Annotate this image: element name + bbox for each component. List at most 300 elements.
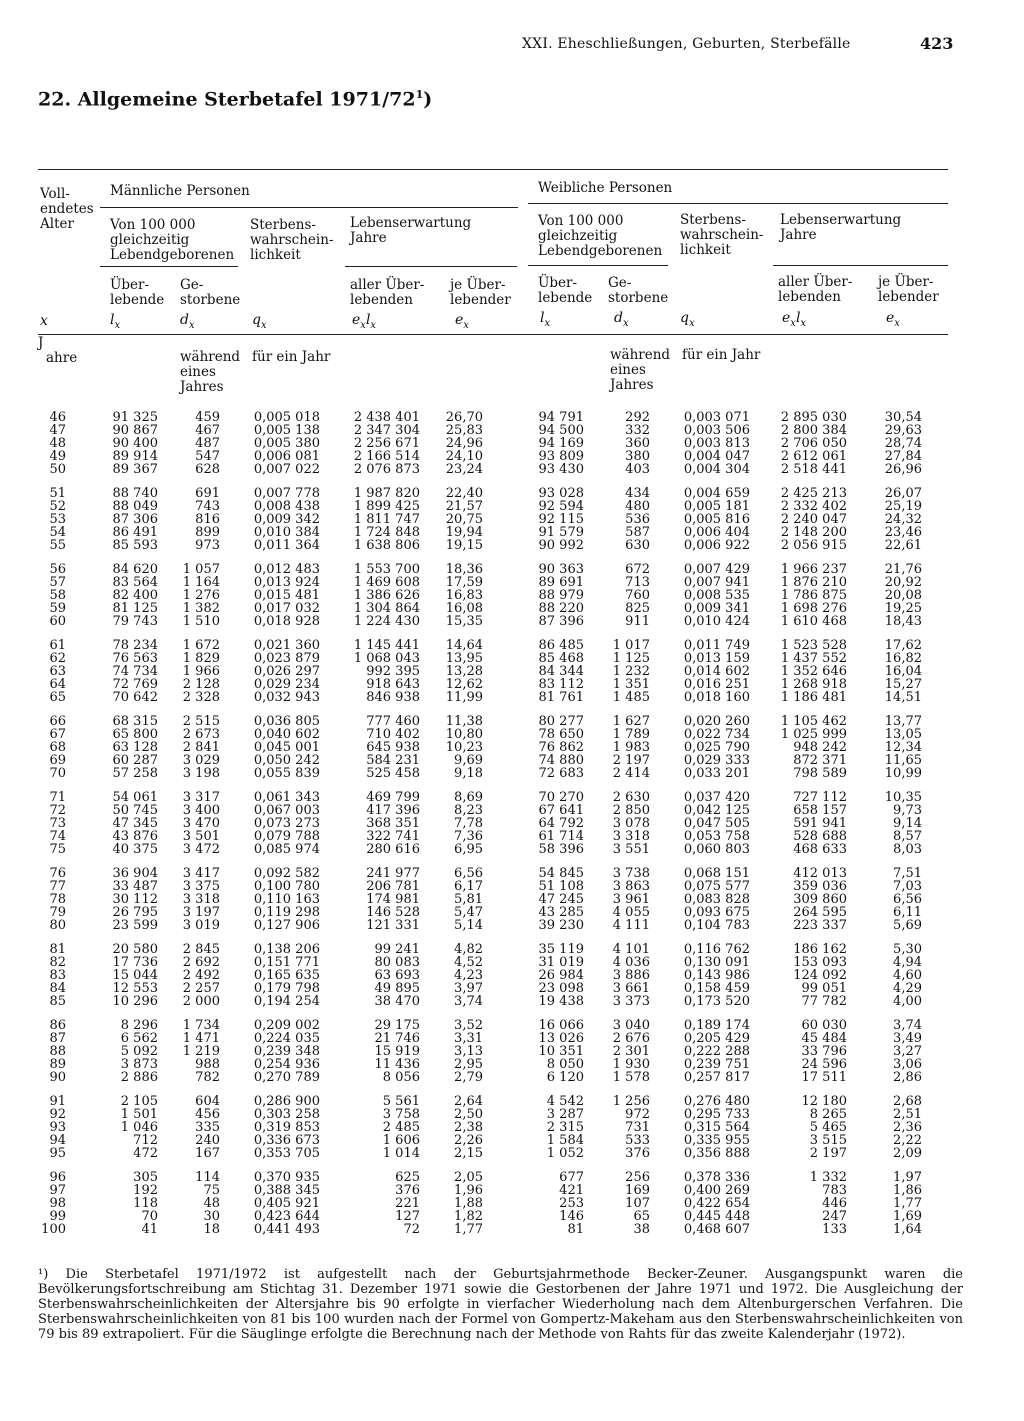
- cell-female-total-years: 658 157: [793, 803, 847, 818]
- cell-female-total-years: 948 242: [793, 740, 847, 755]
- cell-female-death-prob: 0,018 160: [683, 690, 750, 705]
- cell-female-death-prob: 0,005 816: [683, 512, 750, 527]
- cell-male-total-years: 645 938: [366, 740, 420, 755]
- cell-age: 63: [49, 664, 66, 679]
- cell-female-deceased: 3 551: [612, 842, 650, 857]
- cell-female-total-years: 133: [822, 1222, 847, 1237]
- cell-female-total-years: 872 371: [793, 753, 847, 768]
- cell-male-survivors: 472: [133, 1146, 158, 1161]
- cell-male-life-exp: 1,88: [454, 1196, 483, 1211]
- cell-male-total-years: 280 616: [366, 842, 420, 857]
- cell-female-deceased: 2 850: [612, 803, 650, 818]
- cell-female-life-exp: 4,29: [893, 981, 922, 996]
- cell-female-total-years: 3 515: [809, 1133, 847, 1148]
- cell-male-deceased: 743: [195, 499, 220, 514]
- female-lifeexp-rule: [773, 265, 948, 266]
- cell-female-survivors: 84 344: [538, 664, 584, 679]
- cell-male-death-prob: 0,110 163: [253, 892, 320, 907]
- cell-male-death-prob: 0,055 839: [253, 766, 320, 781]
- symbol-x: x: [40, 313, 48, 329]
- cell-male-life-exp: 19,15: [445, 538, 483, 553]
- cell-female-total-years: 1 332: [809, 1170, 847, 1185]
- cell-male-total-years: 2 347 304: [353, 423, 420, 438]
- cell-male-deceased: 30: [203, 1209, 220, 1224]
- male-deathprob-line2: wahrschein-: [250, 232, 334, 248]
- cell-age: 87: [49, 1031, 66, 1046]
- cell-male-death-prob: 0,441 493: [253, 1222, 320, 1237]
- cell-age: 98: [49, 1196, 66, 1211]
- cell-male-survivors: 90 400: [112, 436, 158, 451]
- cell-age: 54: [49, 525, 66, 540]
- cell-female-death-prob: 0,009 341: [683, 601, 750, 616]
- cell-female-life-exp: 3,06: [893, 1057, 922, 1072]
- male-from100000-header: [110, 218, 234, 263]
- cell-female-total-years: 223 337: [793, 918, 847, 933]
- cell-female-survivors: 93 028: [538, 486, 584, 501]
- cell-male-deceased: 1 382: [182, 601, 220, 616]
- cell-male-death-prob: 0,023 879: [253, 651, 320, 666]
- age-header-line3: Alter: [40, 216, 74, 232]
- cell-male-survivors: 86 491: [112, 525, 158, 540]
- symbol-lx-female: [540, 310, 550, 329]
- cell-female-survivors: 26 984: [538, 968, 584, 983]
- cell-male-deceased: 2 673: [182, 727, 220, 742]
- cell-female-survivors: 677: [559, 1170, 584, 1185]
- cell-female-death-prob: 0,003 506: [683, 423, 750, 438]
- cell-male-death-prob: 0,179 798: [253, 981, 320, 996]
- cell-male-death-prob: 0,017 032: [253, 601, 320, 616]
- cell-female-deceased: 1 789: [612, 727, 650, 742]
- cell-female-death-prob: 0,068 151: [683, 866, 750, 881]
- cell-male-survivors: 91 325: [112, 410, 158, 425]
- cell-female-life-exp: 4,94: [893, 955, 922, 970]
- male-during-year: [180, 350, 240, 395]
- cell-male-total-years: 1 724 848: [353, 525, 420, 540]
- cell-female-total-years: 1 698 276: [780, 601, 847, 616]
- cell-age: 62: [49, 651, 66, 666]
- cell-male-deceased: 456: [195, 1107, 220, 1122]
- cell-male-survivors: 68 315: [112, 714, 158, 729]
- cell-female-survivors: 88 979: [538, 588, 584, 603]
- cell-female-survivors: 90 992: [538, 538, 584, 553]
- cell-male-survivors: 72 769: [112, 677, 158, 692]
- cell-male-total-years: 417 396: [366, 803, 420, 818]
- cell-male-death-prob: 0,388 345: [253, 1183, 320, 1198]
- cell-female-total-years: 412 013: [793, 866, 847, 881]
- cell-female-deceased: 713: [625, 575, 650, 590]
- cell-age: 86: [49, 1018, 66, 1033]
- female-survivors-line1: Über-: [538, 275, 578, 291]
- cell-female-life-exp: 20,92: [884, 575, 922, 590]
- cell-male-life-exp: 3,74: [454, 994, 483, 1009]
- cell-male-total-years: 1 638 806: [353, 538, 420, 553]
- cell-male-total-years: 2 485: [382, 1120, 420, 1135]
- cell-age: 76: [49, 866, 66, 881]
- cell-female-total-years: 2 425 213: [780, 486, 847, 501]
- cell-male-survivors: 1 046: [120, 1120, 158, 1135]
- male-group-rule: [100, 207, 518, 208]
- cell-male-deceased: 2 841: [182, 740, 220, 755]
- cell-male-total-years: 11 436: [374, 1057, 420, 1072]
- cell-female-survivors: 3 287: [546, 1107, 584, 1122]
- cell-male-total-years: 5 561: [382, 1094, 420, 1109]
- symbol-qx-female-sub: x: [688, 317, 695, 329]
- cell-male-deceased: 114: [195, 1170, 220, 1185]
- symbol-qx-male-sub: x: [260, 319, 267, 331]
- cell-female-survivors: 87 396: [538, 614, 584, 629]
- symbol-qx-female: [680, 310, 695, 329]
- cell-male-death-prob: 0,029 234: [253, 677, 320, 692]
- cell-male-life-exp: 3,13: [454, 1044, 483, 1059]
- cell-male-total-years: 1 811 747: [353, 512, 420, 527]
- unit-years: [38, 336, 77, 366]
- cell-female-life-exp: 21,76: [884, 562, 922, 577]
- cell-female-death-prob: 0,007 941: [683, 575, 750, 590]
- cell-female-death-prob: 0,004 047: [683, 449, 750, 464]
- cell-male-deceased: 1 672: [182, 638, 220, 653]
- cell-male-life-exp: 3,31: [454, 1031, 483, 1046]
- cell-female-deceased: 1 930: [612, 1057, 650, 1072]
- cell-male-total-years: 918 643: [366, 677, 420, 692]
- cell-female-total-years: 1 186 481: [780, 690, 847, 705]
- cell-age: 66: [49, 714, 66, 729]
- cell-male-survivors: 70 642: [112, 690, 158, 705]
- cell-male-death-prob: 0,073 273: [253, 816, 320, 831]
- cell-male-life-exp: 2,15: [454, 1146, 483, 1161]
- cell-female-deceased: 911: [625, 614, 650, 629]
- cell-male-life-exp: 4,52: [454, 955, 483, 970]
- cell-male-death-prob: 0,270 789: [253, 1070, 320, 1085]
- cell-female-survivors: 88 220: [538, 601, 584, 616]
- cell-female-death-prob: 0,037 420: [683, 790, 750, 805]
- cell-female-deceased: 1 017: [612, 638, 650, 653]
- cell-female-survivors: 31 019: [538, 955, 584, 970]
- cell-male-deceased: 2 845: [182, 942, 220, 957]
- cell-female-survivors: 94 500: [538, 423, 584, 438]
- cell-male-life-exp: 5,14: [454, 918, 483, 933]
- cell-female-death-prob: 0,400 269: [683, 1183, 750, 1198]
- cell-male-deceased: 3 375: [182, 879, 220, 894]
- cell-female-death-prob: 0,445 448: [683, 1209, 750, 1224]
- cell-male-total-years: 3 758: [382, 1107, 420, 1122]
- cell-male-total-years: 63 693: [374, 968, 420, 983]
- female-persurvivor-line1: je Über-: [878, 274, 934, 290]
- cell-female-survivors: 1 584: [546, 1133, 584, 1148]
- cell-female-total-years: 1 876 210: [780, 575, 847, 590]
- cell-female-life-exp: 13,05: [884, 727, 922, 742]
- cell-male-life-exp: 25,83: [445, 423, 483, 438]
- cell-age: 67: [49, 727, 66, 742]
- cell-female-total-years: 186 162: [793, 942, 847, 957]
- cell-female-total-years: 309 860: [793, 892, 847, 907]
- female-during-year-line1: während: [610, 347, 671, 363]
- symbol-qx-male: [252, 312, 267, 331]
- cell-female-total-years: 2 518 441: [780, 462, 847, 477]
- cell-male-survivors: 2 886: [120, 1070, 158, 1085]
- symbol-lx-male: [110, 312, 120, 331]
- cell-female-death-prob: 0,075 577: [683, 879, 750, 894]
- cell-female-deceased: 760: [625, 588, 650, 603]
- cell-female-deceased: 1 256: [612, 1094, 650, 1109]
- cell-age: 97: [49, 1183, 66, 1198]
- cell-male-total-years: 1 304 864: [353, 601, 420, 616]
- cell-age: 74: [49, 829, 66, 844]
- cell-female-life-exp: 26,96: [884, 462, 922, 477]
- cell-female-survivors: 74 880: [538, 753, 584, 768]
- female-survivors-line2: lebende: [538, 290, 593, 306]
- cell-male-deceased: 2 692: [182, 955, 220, 970]
- cell-female-survivors: 89 691: [538, 575, 584, 590]
- cell-male-survivors: 79 743: [112, 614, 158, 629]
- cell-female-survivors: 8 050: [546, 1057, 584, 1072]
- cell-male-death-prob: 0,423 644: [253, 1209, 320, 1224]
- cell-male-deceased: 487: [195, 436, 220, 451]
- cell-male-survivors: 15 044: [112, 968, 158, 983]
- cell-male-life-exp: 6,17: [454, 879, 483, 894]
- cell-female-survivors: 90 363: [538, 562, 584, 577]
- cell-female-total-years: 2 148 200: [780, 525, 847, 540]
- cell-male-total-years: 15 919: [374, 1044, 420, 1059]
- male-from100000-rule: [100, 266, 238, 267]
- cell-female-survivors: 91 579: [538, 525, 584, 540]
- cell-female-survivors: 81: [567, 1222, 584, 1237]
- male-survivors-header: [110, 278, 164, 308]
- cell-female-life-exp: 5,30: [893, 942, 922, 957]
- female-from100000-header: [538, 214, 662, 259]
- cell-male-life-exp: 10,23: [445, 740, 483, 755]
- symbol-ex-female-sub: x: [894, 317, 900, 329]
- cell-female-survivors: 94 791: [538, 410, 584, 425]
- cell-female-life-exp: 1,77: [893, 1196, 922, 1211]
- cell-male-survivors: 60 287: [112, 753, 158, 768]
- cell-male-total-years: 2 166 514: [353, 449, 420, 464]
- cell-male-life-exp: 23,24: [445, 462, 483, 477]
- cell-male-survivors: 47 345: [112, 816, 158, 831]
- cell-male-total-years: 8 056: [382, 1070, 420, 1085]
- cell-male-survivors: 26 795: [112, 905, 158, 920]
- cell-male-total-years: 49 895: [374, 981, 420, 996]
- cell-female-life-exp: 19,25: [884, 601, 922, 616]
- cell-female-death-prob: 0,468 607: [683, 1222, 750, 1237]
- cell-female-survivors: 93 430: [538, 462, 584, 477]
- cell-male-death-prob: 0,286 900: [253, 1094, 320, 1109]
- cell-male-survivors: 33 487: [112, 879, 158, 894]
- cell-age: 78: [49, 892, 66, 907]
- cell-female-deceased: 672: [625, 562, 650, 577]
- female-deathprob-line3: lichkeit: [680, 242, 731, 258]
- cell-male-life-exp: 2,50: [454, 1107, 483, 1122]
- female-group-header: Weibliche Personen: [538, 180, 673, 196]
- cell-female-total-years: 2 197: [809, 1146, 847, 1161]
- cell-male-survivors: 17 736: [112, 955, 158, 970]
- cell-male-survivors: 74 734: [112, 664, 158, 679]
- cell-female-life-exp: 14,51: [884, 690, 922, 705]
- cell-female-death-prob: 0,116 762: [683, 942, 750, 957]
- cell-female-total-years: 359 036: [793, 879, 847, 894]
- cell-male-deceased: 604: [195, 1094, 220, 1109]
- cell-female-life-exp: 28,74: [884, 436, 922, 451]
- cell-female-life-exp: 22,61: [884, 538, 922, 553]
- cell-male-deceased: 3 400: [182, 803, 220, 818]
- cell-male-deceased: 1 829: [182, 651, 220, 666]
- cell-male-deceased: 988: [195, 1057, 220, 1072]
- cell-female-total-years: 1 268 918: [780, 677, 847, 692]
- cell-age: 59: [49, 601, 66, 616]
- cell-male-life-exp: 16,08: [445, 601, 483, 616]
- cell-male-life-exp: 24,96: [445, 436, 483, 451]
- male-deathprob-line1: Sterbens-: [250, 217, 316, 233]
- cell-age: 70: [49, 766, 66, 781]
- cell-male-survivors: 192: [133, 1183, 158, 1198]
- cell-female-total-years: 727 112: [793, 790, 847, 805]
- symbol-lx-female-sub: x: [544, 317, 551, 329]
- symbol-dx-male: [180, 312, 195, 331]
- cell-male-deceased: 1 510: [182, 614, 220, 629]
- cell-female-total-years: 45 484: [801, 1031, 847, 1046]
- cell-age: 75: [49, 842, 66, 857]
- cell-male-life-exp: 17,59: [445, 575, 483, 590]
- title-suffix: ): [423, 88, 433, 111]
- cell-male-life-exp: 18,36: [445, 562, 483, 577]
- cell-age: 49: [49, 449, 66, 464]
- cell-female-total-years: 1 610 468: [780, 614, 847, 629]
- cell-male-survivors: 118: [133, 1196, 158, 1211]
- cell-male-survivors: 89 367: [112, 462, 158, 477]
- cell-female-total-years: 1 786 875: [780, 588, 847, 603]
- female-lifeexp-header: [780, 213, 901, 243]
- cell-male-death-prob: 0,040 602: [253, 727, 320, 742]
- cell-female-life-exp: 25,19: [884, 499, 922, 514]
- cell-female-life-exp: 3,74: [893, 1018, 922, 1033]
- cell-female-total-years: 1 105 462: [780, 714, 847, 729]
- female-survivors-header: [538, 276, 592, 306]
- cell-female-life-exp: 2,68: [893, 1094, 922, 1109]
- cell-male-life-exp: 1,96: [454, 1183, 483, 1198]
- cell-female-deceased: 332: [625, 423, 650, 438]
- male-allsurvivors-line2: lebenden: [350, 292, 413, 308]
- cell-male-death-prob: 0,045 001: [253, 740, 320, 755]
- cell-female-death-prob: 0,060 803: [683, 842, 750, 857]
- table-row: [0, 1147, 1024, 1160]
- cell-male-death-prob: 0,085 974: [253, 842, 320, 857]
- cell-female-deceased: 1 125: [612, 651, 650, 666]
- table-title: [38, 88, 432, 110]
- symbol-dx-female: [614, 310, 629, 329]
- cell-male-total-years: 1 553 700: [353, 562, 420, 577]
- cell-female-life-exp: 2,51: [893, 1107, 922, 1122]
- cell-age: 100: [41, 1222, 66, 1237]
- cell-female-death-prob: 0,083 828: [683, 892, 750, 907]
- cell-female-death-prob: 0,029 333: [683, 753, 750, 768]
- cell-male-deceased: 2 000: [182, 994, 220, 1009]
- table-row: [0, 1071, 1024, 1084]
- cell-age: 55: [49, 538, 66, 553]
- cell-male-life-exp: 15,35: [445, 614, 483, 629]
- cell-female-deceased: 2 197: [612, 753, 650, 768]
- cell-female-survivors: 19 438: [538, 994, 584, 1009]
- cell-female-survivors: 146: [559, 1209, 584, 1224]
- cell-age: 68: [49, 740, 66, 755]
- cell-male-total-years: 206 781: [366, 879, 420, 894]
- cell-female-life-exp: 20,08: [884, 588, 922, 603]
- female-lifeexp-line2: Jahre: [780, 227, 817, 243]
- female-deathprob-line2: wahrschein-: [680, 227, 764, 243]
- male-allsurvivors-header: [350, 278, 424, 308]
- cell-female-deceased: 731: [625, 1120, 650, 1135]
- cell-male-survivors: 1 501: [120, 1107, 158, 1122]
- cell-female-deceased: 4 055: [612, 905, 650, 920]
- cell-age: 47: [49, 423, 66, 438]
- cell-male-total-years: 38 470: [374, 994, 420, 1009]
- cell-female-deceased: 1 351: [612, 677, 650, 692]
- cell-age: 46: [49, 410, 66, 425]
- cell-male-survivors: 76 563: [112, 651, 158, 666]
- cell-female-life-exp: 15,27: [884, 677, 922, 692]
- cell-female-life-exp: 1,86: [893, 1183, 922, 1198]
- male-from100000-line1: Von 100 000: [110, 217, 196, 233]
- cell-age: 99: [49, 1209, 66, 1224]
- cell-male-deceased: 2 128: [182, 677, 220, 692]
- cell-female-total-years: 2 332 402: [780, 499, 847, 514]
- cell-male-survivors: 6 562: [120, 1031, 158, 1046]
- cell-male-life-exp: 9,18: [454, 766, 483, 781]
- footnote: ¹) Die Sterbetafel 1971/1972 ist aufgestellt nach der Geburtsjahrmethode Becker-Zeuner. Ausgangspunkt waren die Bevölkerungsfortschreibung am Stichtag 31. Dezember 1971 sowie die Gestorbenen der Jahre 1971 und 1972. Die Ausgleichung der Sterbenswahrscheinlichkeiten der Altersjahre bis 90 erfolgte in vierfacher Wiederholung nach dem Altenburgerschen Verfahren. Die Sterbenswahrscheinlichkeiten von 81 bis 100 wurden nach der Formel von Gompertz-Makeham aus den Sterbenswahrscheinlichkeiten von 79 bis 89 extrapoliert. Für die Säuglinge erfolgte die Berechnung nach der Methode von Rahts für das zweite Kalenderjahr (1972).: [38, 1267, 963, 1342]
- cell-male-life-exp: 2,79: [454, 1070, 483, 1085]
- cell-female-death-prob: 0,003 071: [683, 410, 750, 425]
- cell-female-total-years: 2 895 030: [780, 410, 847, 425]
- cell-male-survivors: 3 873: [120, 1057, 158, 1072]
- cell-male-total-years: 146 528: [366, 905, 420, 920]
- table-top-rule: [38, 169, 948, 170]
- cell-age: 79: [49, 905, 66, 920]
- cell-male-death-prob: 0,010 384: [253, 525, 320, 540]
- cell-female-death-prob: 0,004 304: [683, 462, 750, 477]
- cell-female-deceased: 3 078: [612, 816, 650, 831]
- male-lifeexp-header: [350, 216, 471, 246]
- cell-female-deceased: 376: [625, 1146, 650, 1161]
- cell-male-death-prob: 0,119 298: [253, 905, 320, 920]
- cell-male-death-prob: 0,303 258: [253, 1107, 320, 1122]
- cell-female-survivors: 23 098: [538, 981, 584, 996]
- cell-male-survivors: 40 375: [112, 842, 158, 857]
- cell-female-deceased: 65: [633, 1209, 650, 1224]
- title-footnote-mark: 1: [415, 88, 424, 101]
- cell-female-life-exp: 3,49: [893, 1031, 922, 1046]
- cell-female-death-prob: 0,130 091: [683, 955, 750, 970]
- cell-male-survivors: 87 306: [112, 512, 158, 527]
- cell-female-survivors: 4 542: [546, 1094, 584, 1109]
- cell-male-total-years: 846 938: [366, 690, 420, 705]
- cell-female-survivors: 61 714: [538, 829, 584, 844]
- cell-female-survivors: 70 270: [538, 790, 584, 805]
- symbol-lx-male-sub: x: [114, 319, 121, 331]
- cell-female-life-exp: 9,14: [893, 816, 922, 831]
- male-persurvivor-line2: lebender: [450, 292, 511, 308]
- unit-years-line1: J: [38, 335, 44, 351]
- cell-male-deceased: 2 515: [182, 714, 220, 729]
- cell-male-total-years: 1 068 043: [353, 651, 420, 666]
- cell-male-total-years: 2 256 671: [353, 436, 420, 451]
- cell-female-total-years: 2 240 047: [780, 512, 847, 527]
- cell-age: 95: [49, 1146, 66, 1161]
- cell-male-deceased: 2 257: [182, 981, 220, 996]
- cell-female-death-prob: 0,093 675: [683, 905, 750, 920]
- cell-female-survivors: 64 792: [538, 816, 584, 831]
- cell-female-deceased: 169: [625, 1183, 650, 1198]
- cell-female-survivors: 47 245: [538, 892, 584, 907]
- cell-male-survivors: 70: [141, 1209, 158, 1224]
- cell-male-deceased: 691: [195, 486, 220, 501]
